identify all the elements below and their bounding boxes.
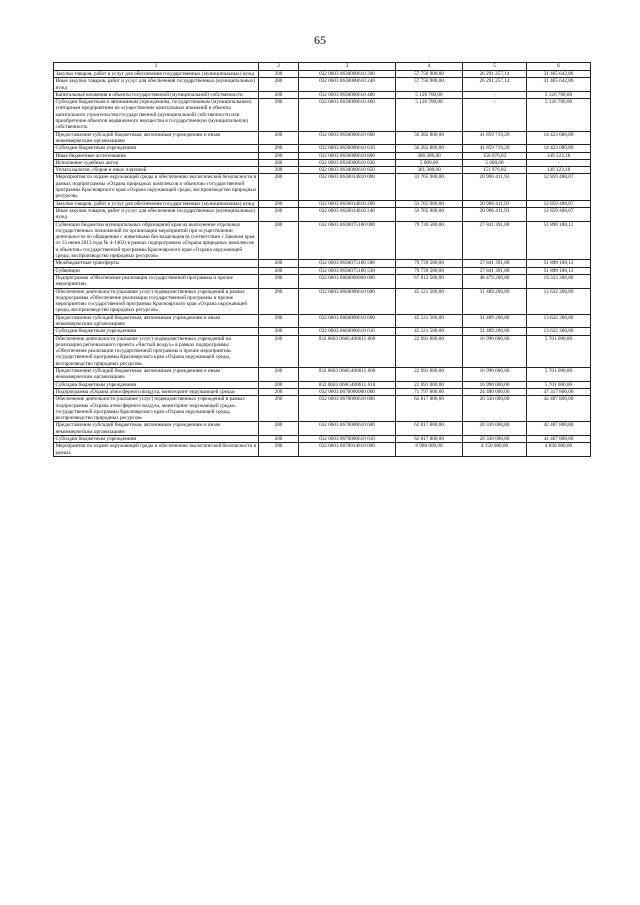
row-value-6-cell: 12 859 488,07 — [527, 207, 591, 221]
row-value-6-cell: 12 859 488,07 — [527, 200, 591, 207]
row-name-cell: Закупка товаров, работ и услуг для обеспечения государственных (муниципальных) нужд — [54, 71, 259, 78]
row-value-4-cell: 57 756 900,00 — [396, 78, 463, 92]
row-kind-cell: 200 — [259, 207, 299, 221]
row-name-cell: Предоставление субсидий бюджетным, автономным учреждениям и иным некоммерческим организациям — [54, 314, 259, 328]
table-row — [54, 328, 591, 335]
table-row — [54, 167, 591, 174]
row-code-cell: 032 0603 0670000610 000 — [299, 396, 396, 422]
row-value-5-cell: - — [463, 91, 527, 98]
row-code-cell: 032 0603 066G400611 000 — [299, 335, 396, 367]
row-value-6-cell: 5 701 000,00 — [527, 335, 591, 367]
row-value-4-cell: 33 765 900,00 — [396, 200, 463, 207]
row-name-cell: Закупка товаров, работ и услуг для обеспечения государственных (муниципальных) нужд — [54, 200, 259, 207]
row-kind-cell: 200 — [259, 328, 299, 335]
row-value-5-cell: 31 489 200,00 — [463, 328, 527, 335]
row-code-cell: 032 0603 0660000610 610 — [299, 328, 396, 335]
row-value-4-cell: 5 000,00 — [396, 159, 463, 166]
row-name-cell: Субвенции бюджетам муниципальных образований края на выполнение отдельных государственных полномочий по организации мероприятий при осуществлении деятельности по обращению с животными без владельцев (в соответствии с Законом края от 13 июня 2013 года № 4-1402) в рамках подпрограммы «Охрана природных комплексов и объектов» государственной программы Красноярского края «Охрана окружающей среды, воспроизводство природных ресурсов» — [54, 221, 259, 260]
row-value-4-cell: 71 797 800,00 — [396, 388, 463, 395]
row-value-6-cell: 42 487 800,00 — [527, 436, 591, 443]
row-value-4-cell: 56 282 800,00 — [396, 131, 463, 145]
row-value-5-cell: 20 906 411,93 — [463, 174, 527, 200]
table-row — [54, 221, 591, 260]
row-code-cell: 032 0603 0630000610 400 — [299, 91, 396, 98]
row-value-5-cell: - — [463, 99, 527, 131]
row-code-cell: 032 0603 0630014810 200 — [299, 200, 396, 207]
table-row — [54, 267, 591, 274]
page-number: 65 — [314, 33, 326, 47]
row-value-6-cell: 5 701 000,00 — [527, 368, 591, 382]
row-name-cell: Субсидии бюджетным учреждениям — [54, 328, 259, 335]
row-code-cell: 032 0603 0670000000 000 — [299, 388, 396, 395]
row-kind-cell: 200 — [259, 274, 299, 288]
row-value-6-cell: 5 126 700,00 — [527, 99, 591, 131]
row-code-cell: 032 0603 0630000610 800 — [299, 152, 396, 159]
row-value-5-cell: 20 906 411,93 — [463, 200, 527, 207]
row-code-cell: 032 0603 0630014810 000 — [299, 174, 396, 200]
row-value-4-cell: 79 739 580,00 — [396, 221, 463, 260]
row-name-cell: Предоставление субсидий бюджетным, автономным учреждениям и иным некоммерческим организациям — [54, 422, 259, 436]
row-code-cell: 032 0603 066G400611 600 — [299, 368, 396, 382]
row-name-cell: Субвенции — [54, 267, 259, 274]
row-value-5-cell: 27 841 391,88 — [463, 260, 527, 267]
budget-table — [53, 62, 591, 457]
row-name-cell: Подпрограмма «Охрана атмосферного воздуха, мониторинг окружающей среды» — [54, 388, 259, 395]
table-row — [54, 422, 591, 436]
row-value-4-cell: 22 691 000,00 — [396, 381, 463, 388]
row-value-6-cell: - — [527, 159, 591, 166]
row-value-5-cell: 20 330 000,00 — [463, 436, 527, 443]
row-value-4-cell: 45 121 500,00 — [396, 328, 463, 335]
row-value-6-cell: 47 317 800,00 — [527, 388, 591, 395]
row-name-cell: Капитальные вложения в объекты государственной (муниципальной) собственности — [54, 91, 259, 98]
row-value-4-cell: 79 739 580,00 — [396, 260, 463, 267]
row-value-5-cell: 31 489 200,00 — [463, 288, 527, 314]
row-value-4-cell: 67 812 500,00 — [396, 274, 463, 288]
table-row — [54, 207, 591, 221]
column-header: 5 — [463, 63, 527, 71]
row-value-4-cell: 301 300,00 — [396, 167, 463, 174]
row-code-cell: 032 0603 0660000610 600 — [299, 314, 396, 328]
row-value-4-cell: 79 739 580,00 — [396, 267, 463, 274]
row-kind-cell: 200 — [259, 396, 299, 422]
row-value-6-cell: 149 323,18 — [527, 152, 591, 159]
table-row — [54, 335, 591, 367]
table-row — [54, 314, 591, 328]
row-value-5-cell: 156 976,82 — [463, 152, 527, 159]
row-kind-cell: 200 — [259, 159, 299, 166]
row-value-5-cell: 31 489 200,00 — [463, 314, 527, 328]
row-value-5-cell: 16 990 000,00 — [463, 368, 527, 382]
row-value-5-cell: 27 841 391,88 — [463, 267, 527, 274]
table-row — [54, 131, 591, 145]
row-kind-cell: 200 — [259, 71, 299, 78]
row-name-cell: Предоставление субсидий бюджетным, автономным учреждениям и иным некоммерческим организациям — [54, 368, 259, 382]
row-value-6-cell: 14 423 080,80 — [527, 145, 591, 152]
table-row — [54, 396, 591, 422]
table-row — [54, 159, 591, 166]
row-code-cell: 032 0603 0660000610 000 — [299, 288, 396, 314]
row-value-5-cell: 20 906 411,93 — [463, 207, 527, 221]
row-value-6-cell: 42 487 800,00 — [527, 422, 591, 436]
table-row — [54, 388, 591, 395]
table-row — [54, 174, 591, 200]
row-value-5-cell: 26 291 257,14 — [463, 71, 527, 78]
row-code-cell: 032 0603 0670014810 000 — [299, 443, 396, 457]
row-kind-cell: 200 — [259, 422, 299, 436]
row-code-cell: 032 0603 066G400611 610 — [299, 381, 396, 388]
row-kind-cell: 200 — [259, 314, 299, 328]
row-name-cell: Мероприятия по охране окружающей среды и обеспечению экологической безопасности в рамках — [54, 443, 259, 457]
row-name-cell: Обеспечение деятельности (оказание услуг) подведомственных учреждений в рамках подпрограммы «Обеспечение реализации государственной программы и прочие мероприятия» государственной программы Красноярского края «Охрана окружающей среды, воспроизводство природных ресурсов» — [54, 288, 259, 314]
column-header: 4 — [396, 63, 463, 71]
row-code-cell: 032 0603 0630000610 240 — [299, 78, 396, 92]
row-name-cell: Обеспечение деятельности (оказание услуг) подведомственных учреждений на реализацию регионального проекта «Чистый воздух» в рамках подпрограммы «Обеспечение реализации государственной программы и прочие мероприятия» государственной программы Красноярского края «Охрана окружающей среды, воспроизводство природных ресурсов» — [54, 335, 259, 367]
row-name-cell: Субсидии бюджетным учреждениям — [54, 381, 259, 388]
table-row — [54, 99, 591, 131]
row-code-cell: 032 0603 0630000610 200 — [299, 71, 396, 78]
row-value-5-cell: 48 479 200,00 — [463, 274, 527, 288]
row-name-cell: Мероприятия по охране окружающей среды и обеспечению экологической безопасности в рамках подпрограммы «Охрана природных комплексов и объектов» государственной программы Красноярского края «Охрана окружающей среды, воспроизводство природных ресурсов» — [55, 174, 257, 200]
row-code-cell: 032 0603 0630000610 460 — [299, 99, 396, 131]
table-row — [54, 274, 591, 288]
column-header: 2 — [259, 63, 299, 71]
row-value-4-cell: 22 691 000,00 — [396, 368, 463, 382]
row-value-6-cell: 13 632 300,00 — [527, 288, 591, 314]
table-row — [54, 71, 591, 78]
row-name-cell: Субсидии бюджетным учреждениям — [54, 436, 259, 443]
row-value-5-cell: 27 841 391,88 — [463, 221, 527, 260]
table-row — [54, 152, 591, 159]
row-value-4-cell: 45 121 500,00 — [396, 314, 463, 328]
table-row — [54, 443, 591, 457]
row-value-6-cell: 31 465 642,86 — [527, 71, 591, 78]
table-row — [54, 368, 591, 382]
row-kind-cell: 200 — [259, 436, 299, 443]
row-value-6-cell: 51 898 188,12 — [527, 221, 591, 260]
row-value-6-cell: 5 126 700,00 — [527, 91, 591, 98]
row-value-5-cell: 26 291 257,14 — [463, 78, 527, 92]
table-header-row — [54, 63, 591, 71]
row-value-6-cell: 19 333 300,00 — [527, 274, 591, 288]
row-code-cell: 032 0603 0670000610 600 — [299, 422, 396, 436]
row-name-cell: Межбюджетные трансферты — [54, 260, 259, 267]
table-row — [54, 145, 591, 152]
row-kind-cell: 200 — [259, 78, 299, 92]
row-value-6-cell: 51 898 188,12 — [527, 260, 591, 267]
row-value-5-cell: 16 990 000,00 — [463, 381, 527, 388]
row-kind-cell: 200 — [259, 335, 299, 367]
row-value-4-cell: 22 691 000,00 — [396, 335, 463, 367]
row-value-4-cell: 62 817 800,00 — [396, 422, 463, 436]
row-name-cell: Иные закупки товаров, работ и услуг для обеспечения государственных (муниципальных) нужд — [54, 78, 259, 92]
row-value-5-cell: 4 150 000,00 — [463, 443, 527, 457]
row-value-6-cell: 13 632 300,00 — [527, 314, 591, 328]
row-value-5-cell: 41 859 719,20 — [463, 145, 527, 152]
table-row — [54, 436, 591, 443]
row-kind-cell: 200 — [259, 99, 299, 131]
row-kind-cell: 200 — [259, 221, 299, 260]
row-value-6-cell: 4 830 000,00 — [527, 443, 591, 457]
row-value-5-cell: 16 990 000,00 — [463, 335, 527, 367]
table-row — [54, 381, 591, 388]
row-value-4-cell: 62 817 800,00 — [396, 396, 463, 422]
row-code-cell: 032 0603 0630000610 600 — [299, 131, 396, 145]
row-value-6-cell: 42 487 800,00 — [527, 396, 591, 422]
row-code-cell: 032 0603 0630075180 000 — [299, 221, 396, 260]
row-code-cell: 032 0603 0630000610 830 — [299, 159, 396, 166]
row-name-cell: Иные бюджетные ассигнования — [54, 152, 259, 159]
row-code-cell: 032 0603 0630075180 530 — [299, 267, 396, 274]
table-row — [54, 200, 591, 207]
row-code-cell: 032 0603 0630075180 500 — [299, 260, 396, 267]
row-value-4-cell: 33 765 900,00 — [396, 207, 463, 221]
row-value-4-cell: 57 756 900,00 — [396, 71, 463, 78]
table-row — [54, 78, 591, 92]
row-kind-cell: 200 — [259, 260, 299, 267]
row-value-4-cell: 56 282 800,00 — [396, 145, 463, 152]
row-kind-cell: 200 — [259, 91, 299, 98]
row-name-cell: Уплата налогов, сборов и иных платежей — [54, 167, 259, 174]
column-header: 6 — [527, 63, 591, 71]
row-value-6-cell: 31 465 642,86 — [527, 78, 591, 92]
row-name-cell: Подпрограмма «Обеспечение реализации государственной программы и прочие мероприятия» — [54, 274, 259, 288]
row-value-5-cell: 24 480 000,00 — [463, 388, 527, 395]
row-kind-cell: 200 — [259, 174, 299, 200]
row-value-6-cell: 51 898 188,12 — [527, 267, 591, 274]
row-value-5-cell: 151 976,82 — [463, 167, 527, 174]
row-code-cell: 032 0603 0660000000 000 — [299, 274, 396, 288]
row-value-4-cell: 306 300,00 — [396, 152, 463, 159]
row-kind-cell: 200 — [259, 145, 299, 152]
row-kind-cell: 200 — [259, 167, 299, 174]
row-value-4-cell: 62 817 800,00 — [396, 436, 463, 443]
row-kind-cell: 200 — [259, 267, 299, 274]
row-value-6-cell: 12 859 488,07 — [527, 174, 591, 200]
row-kind-cell: 200 — [259, 381, 299, 388]
row-kind-cell: 200 — [259, 443, 299, 457]
row-code-cell: 032 0603 0630000610 610 — [299, 145, 396, 152]
row-kind-cell: 200 — [259, 131, 299, 145]
row-name-cell: Обеспечение деятельности (оказание услуг) подведомственных учреждений в рамках подпрограммы «Охрана атмосферного воздуха, мониторинг окружающей среды» государственной программы Красноярского края «Охрана окружающей среды, воспроизводство природных ресурсов» — [54, 396, 259, 422]
row-name-cell: Иные закупки товаров, работ и услуг для обеспечения государственных (муниципальных) нужд — [54, 207, 259, 221]
row-code-cell: 032 0603 0630014810 240 — [299, 207, 396, 221]
column-header: 1 — [54, 63, 259, 71]
column-header: 3 — [299, 63, 396, 71]
row-value-4-cell: 5 126 700,00 — [396, 99, 463, 131]
row-kind-cell: 200 — [259, 368, 299, 382]
row-value-5-cell: 20 330 000,00 — [463, 422, 527, 436]
row-name-cell: Субсидии бюджетным учреждениям — [54, 145, 259, 152]
row-code-cell: 032 0603 0630000610 850 — [299, 167, 396, 174]
row-value-5-cell: 41 859 719,20 — [463, 131, 527, 145]
row-value-5-cell: 20 330 000,00 — [463, 396, 527, 422]
table-row — [54, 288, 591, 314]
row-value-6-cell: 14 423 080,80 — [527, 131, 591, 145]
table-row — [54, 91, 591, 98]
row-value-6-cell: 149 323,18 — [527, 167, 591, 174]
row-value-4-cell: 5 126 700,00 — [396, 91, 463, 98]
row-value-6-cell: 5 701 000,00 — [527, 381, 591, 388]
row-name-cell: Предоставление субсидий бюджетным, автономным учреждениям и иным некоммерческим организациям — [54, 131, 259, 145]
row-value-5-cell: 5 000,00 — [463, 159, 527, 166]
row-kind-cell: 200 — [259, 388, 299, 395]
row-kind-cell: 200 — [259, 200, 299, 207]
table-row — [54, 260, 591, 267]
row-kind-cell: 200 — [259, 288, 299, 314]
row-code-cell: 032 0603 0670000610 610 — [299, 436, 396, 443]
row-value-4-cell: 45 121 500,00 — [396, 288, 463, 314]
row-kind-cell: 200 — [259, 152, 299, 159]
row-value-4-cell: 8 980 000,00 — [396, 443, 463, 457]
row-name-cell: Исполнение судебных актов — [54, 159, 259, 166]
row-name-cell: Субсидии бюджетным и автономным учреждениям, государственным (муниципальным) унитарным предприятиям на осуществление капитальных вложений в объекты капитального строительства государственной (муниципальной) собственности или приобретение объектов недвижимого имущества в государственную (муниципальную) собственность — [54, 99, 259, 131]
row-value-4-cell: 33 765 900,00 — [396, 174, 463, 200]
row-value-6-cell: 13 632 300,00 — [527, 328, 591, 335]
